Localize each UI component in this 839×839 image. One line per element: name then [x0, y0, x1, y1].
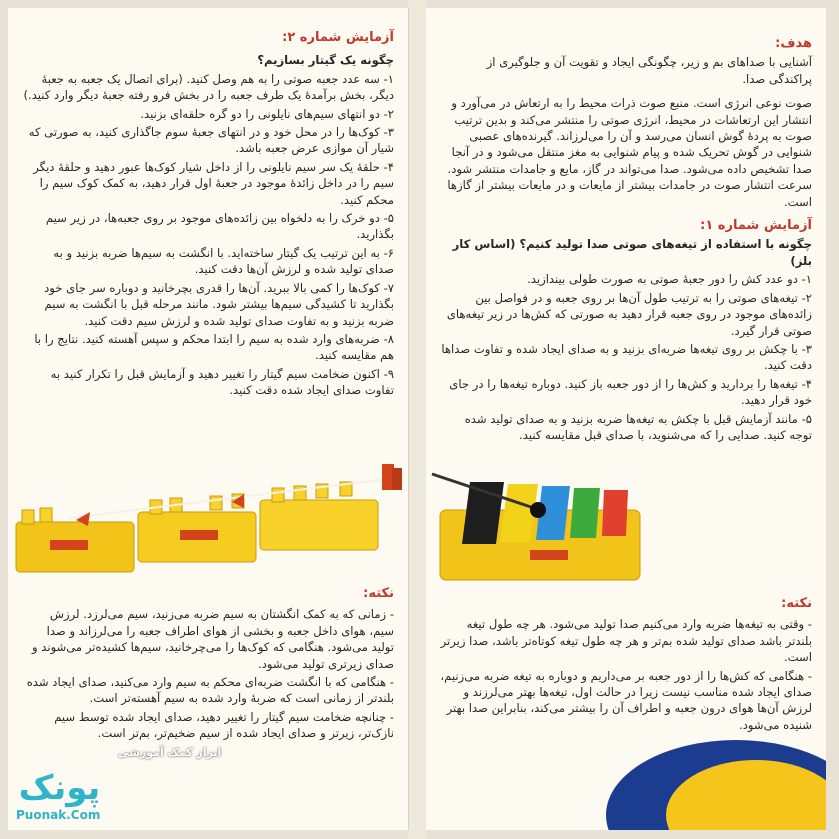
step: ۲- تیغه‌های صوتی را به ترتیب طول آن‌ها بر روی جعبه و در فواصل بین زائده‌های موجود در روی جعبه قرار دهید به صورتی که کش‌ها در زیر تیغه‌های صوتی قرار گیرد.: [446, 290, 812, 338]
note-section-right: [440, 596, 812, 735]
note-item: - هنگامی که با انگشت ضربه‌ای محکم به سیم وارد می‌کنید، صدای ایجاد شده بلندتر از زمانی است که ضربۀ وارد شده به سیم آهسته‌تر است.: [26, 675, 394, 706]
note-section-left: [22, 586, 394, 744]
step: ۴- تیغه‌ها را برداريد و کش‌ها را از دور جعبه باز کنید. دوباره تیغه‌ها را در جای خود قرار دهید.: [449, 376, 812, 408]
experiment-2-section: [22, 30, 394, 401]
right-page: [426, 8, 826, 830]
goal-title: هدف:: [775, 36, 812, 51]
guitar-illustration: [10, 460, 406, 580]
mallet-head: [530, 502, 546, 518]
left-page: [8, 8, 409, 830]
site-url: Puonak.Com: [16, 808, 101, 822]
tuning-peg: [392, 468, 402, 490]
step: ۲- دو انتهای سیم‌های نایلونی را دو گره حلقه‌ای بزنید.: [140, 106, 394, 121]
experiment-1-question: چگونه با استفاده از تیغه‌های صوتی صدا تولید کنیم؟ (اساس کار بلز): [452, 237, 812, 268]
experiment-2-title: آزمایش شماره ۲:: [282, 30, 394, 45]
step: ۴- حلقۀ یک سر سیم نایلونی را از داخل شیار کوک‌ها عبور دهید و حلقۀ دیگر سیم را در داخل زائدۀ موجود در جعبۀ اول قرار دهید، به کمک کوک سیم را محکم کنید.: [33, 159, 394, 207]
step: ۱- دو عدد کش را دور جعبۀ صوتی به صورت طولی بیندازید.: [527, 272, 812, 287]
experiment-1-title: آزمایش شماره ۱:: [700, 218, 812, 234]
note-item: - چنانچه ضخامت سیم گیتار را تغییر دهید، صدای ایجاد شده توسط سیم نازک‌تر، زیرتر و صدای ایجاد شده از سیم ضخیم‌تر، بم‌تر است.: [54, 709, 394, 741]
step: ۱- سه عدد جعبه صوتی را به هم وصل کنید. (برای اتصال یک جعبه به جعبۀ دیگر، بخش برآمدۀ یک طرف جعبه را در بخش فرو رفته جعبۀ دیگر وارد کنید.): [23, 71, 394, 103]
step: ۵- دو خرک را به دلخواه بین زائده‌های موجود بر روی جعبه‌ها، در زیر سیم بگذارید.: [45, 211, 394, 242]
note-title: نکته:: [363, 586, 394, 601]
note-item: - وقتی به تیغه‌ها ضربه وارد می‌کنیم صدا تولید می‌شود. هر چه طول تیغه بلندتر باشد صدای تولید شده بم‌تر و هر چه طول تیغه کوتاه‌تر باشد، صدا زیرتر است.: [440, 617, 812, 665]
bar-red: [602, 490, 628, 536]
watermark-text: ابزار کمک آموزشی: [118, 746, 222, 759]
xylophone-illustration: [430, 470, 650, 590]
step: ۷- کوک‌ها را کمی بالا ببرید. آن‌ها را قدری بچرخانید و دوباره سر جای خود بگذارید تا کشیدگی سیم‌ها بیشتر شود. مانند مرحله قبل با انگشت به سیم ضربه بزنید و به تفاوت صدای تولید شده و لرزش سیم دقت کنید.: [44, 280, 394, 328]
note-item: - هنگامی که کش‌ها را از دور جعبه بر می‌داریم و دوباره به تیغه ضربه می‌زنیم، صدای ایجاد شده مناسب نیست زیرا در حالت اول، تیغه‌ها بهتر می‌لرزند و لرزش آن‌ها هوای درون جعبه و اطراف آن را بیشتر می‌کند، بنابراین صدا بهتر شنیده می‌شود.: [440, 668, 812, 732]
brand-logo: [16, 768, 100, 822]
bar-green: [570, 488, 600, 538]
step: ۶- به این ترتیب یک گیتار ساخته‌اید. با انگشت به سیم‌ها ضربه بزنید و به صدای تولید شده و لرزش آن‌ها دقت کنید.: [53, 245, 394, 277]
step: ۳- با چکش بر روی تیغه‌ها ضربه‌ای بزنید و به صدای ایجاد شده و تفاوت صداها دقت کنید.: [441, 341, 812, 373]
step: ۹- اکنون ضخامت سیم گیتار را تغییر دهید و آزمایش قبل را تکرار کنید به تفاوت صدای ایجاد شده دقت کنید.: [50, 366, 394, 398]
note-title: نکته:: [781, 596, 812, 611]
experiment-2-question: چگونه یک گیتار بسازیم؟: [257, 53, 394, 68]
step: ۸- ضربه‌های وارد شده به سیم را ابتدا محکم و سپس آهسته کنید. نتایج را با هم مقایسه کنید.: [34, 331, 394, 363]
step: ۵- مانند آزمایش قبل با چکش به تیغه‌ها ضربه بزنید و به صدای تولید شده توجه کنید. صدایی را که می‌شنوید، با صدای قبل مقایسه کنید.: [464, 411, 812, 442]
sound-box-2: [138, 512, 256, 562]
page-gutter: [408, 0, 426, 839]
goal-section: [440, 36, 812, 445]
note-item: - زمانی که به کمک انگشتان به سیم ضربه می‌زنید، سیم می‌لرزد. لرزش سیم، هوای داخل جعبه و بخشی از هوای اطراف جعبه را می‌لرزاند و صدا تولید می‌شود. هنگامی که کوک‌ها را می‌چرخانید، سیم‌ها کشیده‌تر می‌شوند و صدای زیرتری تولید می‌شود.: [31, 607, 394, 671]
step: ۳- کوک‌ها را در محل خود و در انتهای جعبۀ سوم جاگذاری کنید، به صورتی که شیار آن موازی عرض جعبه باشد.: [28, 125, 394, 156]
intro-text: صوت نوعی انرژی است. منبع صوت ذرات محیط را به ارتعاش در می‌آورد و انتشار این ارتعاشات در محیط، انرژی صوتی را منتشر می‌کند و بدین ترتیب صوت به پردۀ گوش انسان می‌رسد و آن را می‌لرزاند. گیرنده‌های عصبی شنوایی در گوش تحریک شده و پیام شنوایی به مغز منتقل می‌شود و در آنجا صدا تشخیص داده می‌شود. صدا می‌تواند در گاز، مایع و جامدات منتشر شود. سرعت انتشار صوت در جامدات بیشتر از مایعات و در مایعات بیشتر از گازها است.: [447, 96, 812, 209]
sound-box-3: [260, 500, 378, 550]
goal-text: آشنایی با صداهای بم و زیر، چگونگی ایجاد و تقویت آن و جلوگیری از پراکندگی صدا.: [486, 55, 812, 86]
sound-box-1: [16, 522, 134, 572]
logo-text: پونک: [18, 768, 101, 808]
